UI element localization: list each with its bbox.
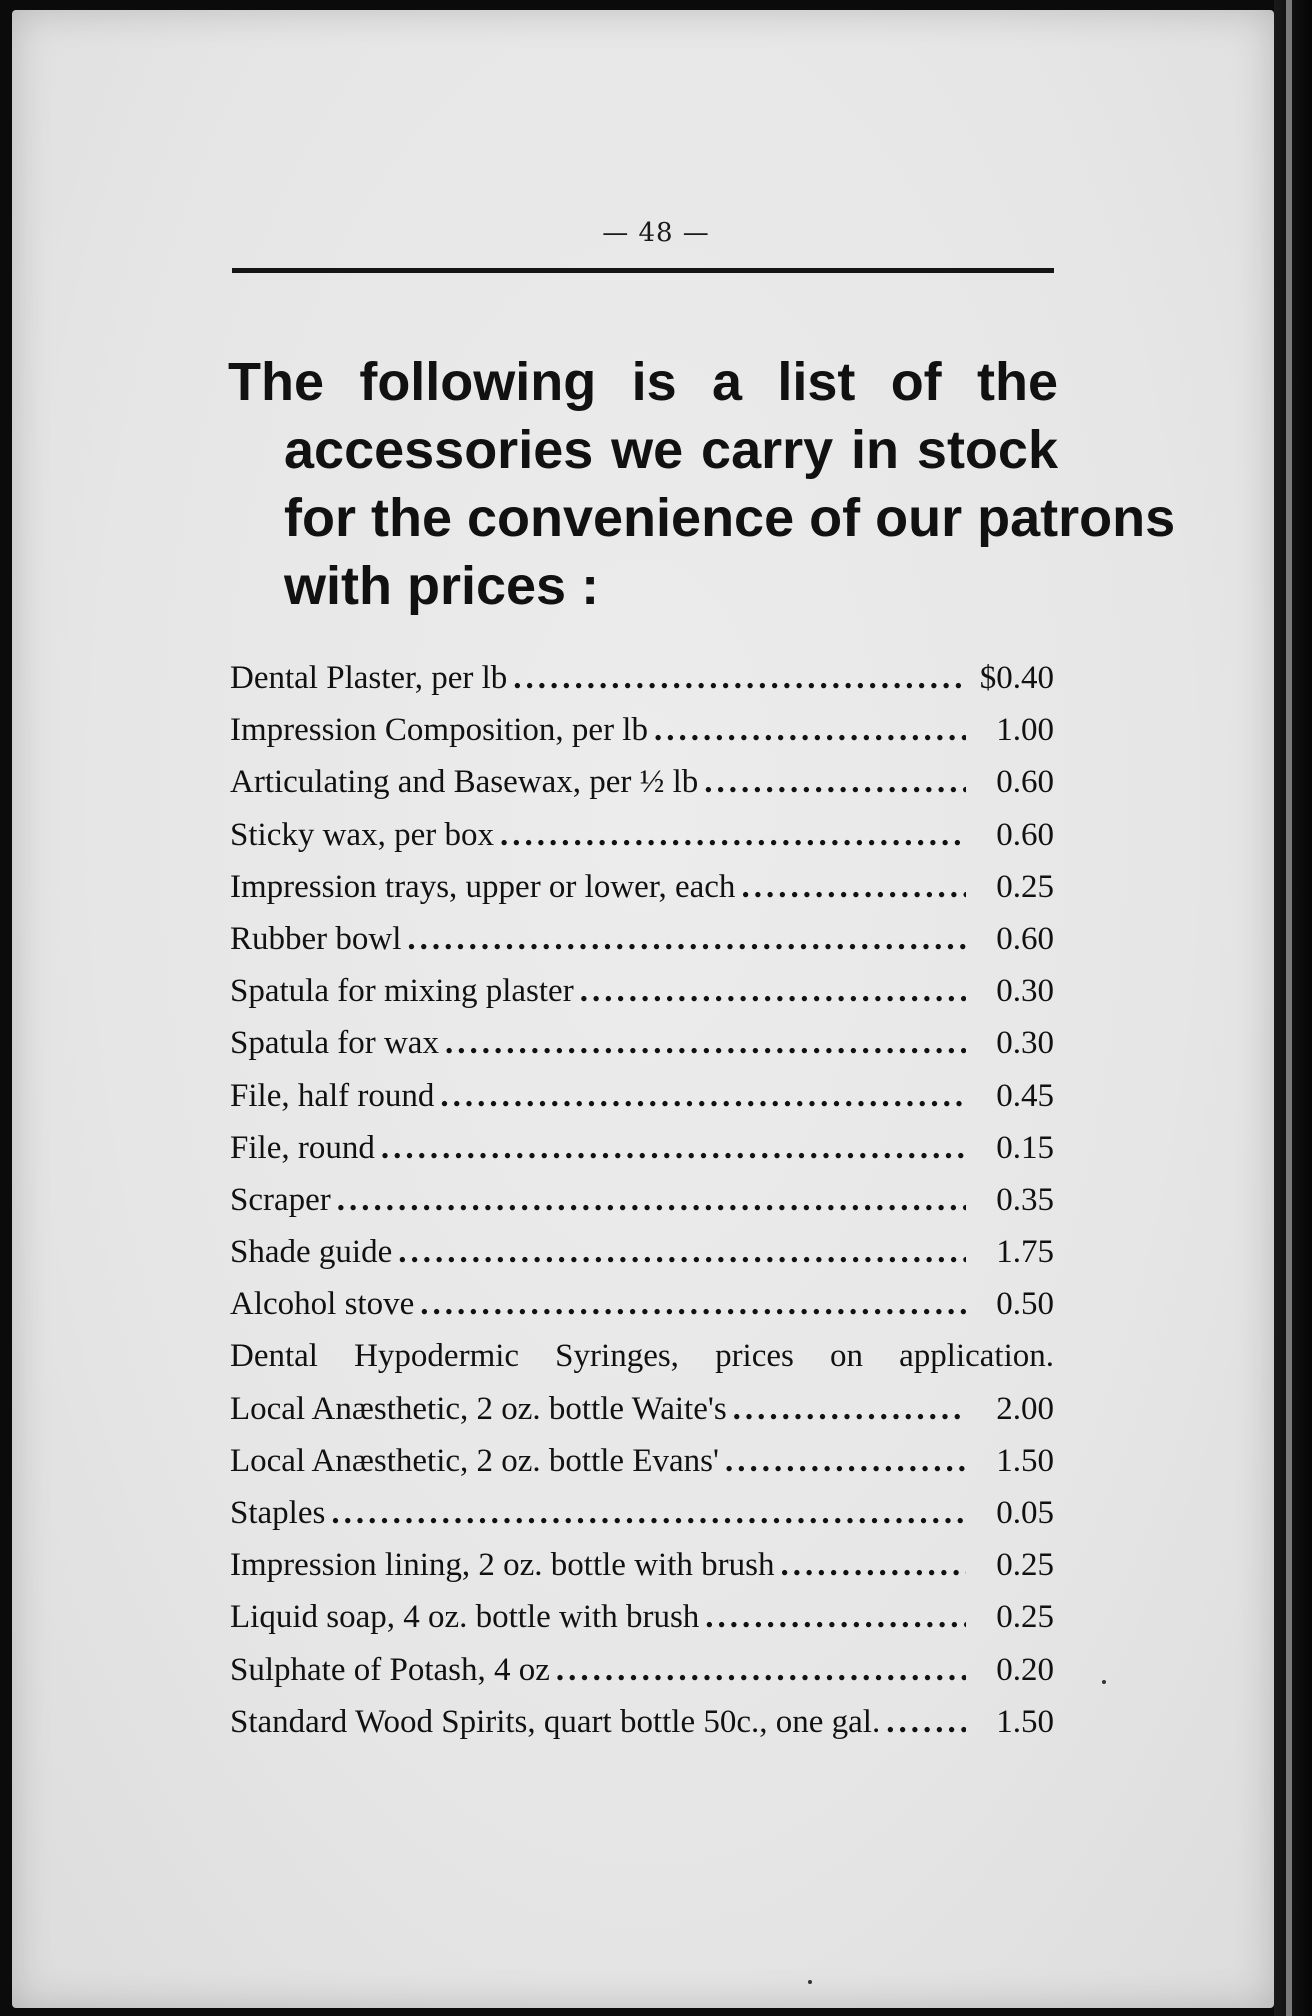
item-label: Dental Plaster, per lb — [230, 660, 508, 696]
item-label: File, round — [230, 1129, 375, 1166]
price-list-item — [230, 1599, 1054, 1651]
scan-speck — [1102, 1680, 1106, 1684]
dot-leader — [420, 1286, 966, 1323]
item-label: Spatula for wax — [230, 1025, 439, 1062]
item-price: 0.60 — [996, 920, 1054, 957]
dot-leader — [337, 1182, 966, 1219]
dot-leader — [381, 1130, 966, 1167]
item-label: Staples — [230, 1495, 326, 1531]
item-price: $0.40 — [979, 660, 1054, 696]
price-list-item — [230, 1234, 1054, 1286]
item-price: 0.25 — [996, 868, 1054, 905]
item-label: Impression Composition, per lb — [230, 712, 648, 749]
price-list-item — [230, 712, 1054, 764]
item-label: Spatula for mixing plaster — [230, 973, 574, 1010]
dot-leader — [513, 660, 966, 697]
price-list-item — [230, 1286, 1054, 1338]
item-label: File, half round — [230, 1077, 435, 1114]
dot-leader — [725, 1443, 966, 1480]
price-list-item — [230, 921, 1054, 973]
item-price: 0.50 — [996, 1286, 1054, 1323]
dot-leader — [886, 1704, 966, 1741]
item-label: Impression lining, 2 oz. bottle with brush — [230, 1547, 775, 1584]
dot-leader — [407, 921, 966, 958]
dot-leader — [398, 1234, 966, 1271]
dot-leader — [704, 764, 966, 801]
item-label: Articulating and Basewax, per ½ lb — [230, 764, 699, 801]
price-list-item — [230, 660, 1054, 712]
price-list-item — [230, 1182, 1054, 1234]
price-list-item — [230, 1704, 1054, 1756]
price-list-item — [230, 1547, 1054, 1599]
dot-leader — [556, 1652, 966, 1689]
dot-leader — [445, 1025, 966, 1062]
item-label: Impression trays, upper or lower, each — [230, 868, 736, 905]
dot-leader — [500, 817, 966, 854]
dot-leader — [741, 869, 966, 906]
item-label: Local Anæsthetic, 2 oz. bottle Waite's — [230, 1390, 727, 1427]
heading-line-3: for the convenience of our patrons — [284, 488, 1176, 548]
item-label: Alcohol stove — [230, 1286, 415, 1323]
item-label: Standard Wood Spirits, quart bottle 50c., one gal. — [230, 1703, 881, 1740]
price-list-item — [230, 1025, 1054, 1077]
price-list-item — [230, 1652, 1054, 1704]
price-list — [230, 660, 1054, 1756]
item-price: 1.50 — [996, 1442, 1054, 1479]
item-price: 0.60 — [996, 816, 1054, 853]
dot-leader — [733, 1391, 966, 1428]
item-price: 0.20 — [996, 1651, 1054, 1688]
item-label: Liquid soap, 4 oz. bottle with brush — [230, 1599, 700, 1636]
item-price: 0.15 — [996, 1129, 1054, 1166]
price-list-item — [230, 1078, 1054, 1130]
price-list-item — [230, 869, 1054, 921]
item-price: 0.25 — [996, 1599, 1054, 1636]
dot-leader — [331, 1495, 966, 1532]
item-price: 0.30 — [996, 973, 1054, 1010]
price-list-item — [230, 973, 1054, 1025]
item-label: Scraper — [230, 1181, 331, 1218]
scan-speck — [808, 1980, 812, 1984]
item-label: Shade guide — [230, 1234, 393, 1271]
item-price: 2.00 — [996, 1390, 1054, 1427]
price-list-item — [230, 1391, 1054, 1443]
price-list-item — [230, 1338, 1054, 1390]
item-price: 0.05 — [996, 1495, 1054, 1531]
price-list-item — [230, 1130, 1054, 1182]
dot-leader — [705, 1599, 966, 1636]
item-price: 0.25 — [996, 1547, 1054, 1584]
price-list-item — [230, 1443, 1054, 1495]
price-list-item — [230, 1495, 1054, 1547]
scan-edge-stripe — [1286, 0, 1292, 2016]
heading-line-1: The following is a list of the — [228, 352, 1058, 412]
price-list-item — [230, 764, 1054, 816]
item-label: Dental Hypodermic Syringes, prices on application. — [230, 1338, 1054, 1375]
item-label: Local Anæsthetic, 2 oz. bottle Evans' — [230, 1442, 719, 1479]
item-label: Rubber bowl — [230, 920, 402, 957]
price-list-item — [230, 817, 1054, 869]
item-price: 0.30 — [996, 1025, 1054, 1062]
item-label: Sulphate of Potash, 4 oz — [230, 1651, 550, 1688]
item-price: 1.50 — [996, 1703, 1054, 1740]
item-price: 0.35 — [996, 1181, 1054, 1218]
page-number: — 48 — — [602, 218, 710, 248]
item-price: 1.75 — [996, 1234, 1054, 1271]
item-price: 0.45 — [996, 1077, 1054, 1114]
header-rule — [232, 268, 1054, 273]
dot-leader — [654, 712, 966, 749]
scan-edge — [1274, 0, 1312, 2016]
heading-line-2: accessories we carry in stock — [284, 420, 1058, 480]
dot-leader — [580, 973, 966, 1010]
item-label: Sticky wax, per box — [230, 816, 494, 853]
item-price: 1.00 — [996, 712, 1054, 749]
dot-leader — [780, 1547, 966, 1584]
dot-leader — [440, 1078, 966, 1115]
item-price: 0.60 — [996, 764, 1054, 801]
heading-line-4: with prices : — [284, 556, 600, 616]
page-heading — [228, 348, 1176, 620]
